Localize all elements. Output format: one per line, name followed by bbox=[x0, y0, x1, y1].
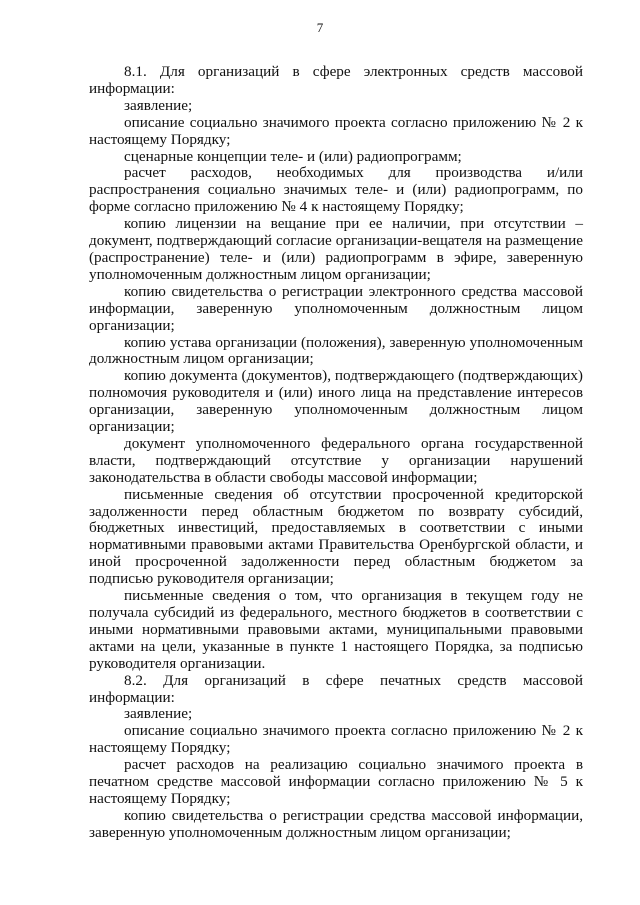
section-heading-8-2: 8.2. Для организаций в сфере печатных средств массовой информации: bbox=[89, 671, 583, 706]
list-item: заявление; bbox=[124, 705, 193, 723]
list-item: письменные сведения о том, что организация в текущем году не получала субсидий из федерального, местного бюджетов в соответствии с иными нормативными правовыми актами, муниципальными правовыми актами на цели, указанные в пункте 1 настоящего Порядка, за подписью руководителя организации. bbox=[89, 587, 583, 672]
list-item: заявление; bbox=[124, 96, 193, 114]
list-item: копию документа (документов), подтверждающего (подтверждающих) полномочия руководителя и (или) иного лица на представление интересов организации, заверенную уполномоченным должностным лицом организации; bbox=[89, 367, 583, 436]
list-item: копию свидетельства о регистрации электронного средства массовой информации, заверенную уполномоченным должностным лицом организации; bbox=[89, 282, 583, 334]
list-item: расчет расходов, необходимых для производства и/или распространения социально значимых теле- и (или) радиопрограмм, по форме согласно приложению № 4 к настоящему Порядку; bbox=[89, 164, 583, 216]
list-item: описание социально значимого проекта согласно приложению № 2 к настоящему Порядку; bbox=[89, 113, 583, 148]
list-item: сценарные концепции теле- и (или) радиопрограмм; bbox=[124, 147, 462, 165]
document-body bbox=[89, 64, 583, 842]
list-item: письменные сведения об отсутствии просроченной кредиторской задолженности перед областным бюджетом по возврату субсидий, бюджетных инвестиций, предоставляемых в соответствии с иными нормативными правовыми актами Правительства Оренбургской области, и иной просроченной задолженности перед областным бюджетом за подписью руководителя организации; bbox=[89, 485, 583, 588]
page-number: 7 bbox=[316, 20, 324, 35]
list-item: копию свидетельства о регистрации средства массовой информации, заверенную уполномоченным должностным лицом организации; bbox=[89, 806, 583, 841]
list-item: копию устава организации (положения), заверенную уполномоченным должностным лицом организации; bbox=[89, 333, 583, 368]
list-item: описание социально значимого проекта согласно приложению № 2 к настоящему Порядку; bbox=[89, 722, 583, 757]
section-heading-8-1: 8.1. Для организаций в сфере электронных средств массовой информации: bbox=[89, 63, 583, 97]
list-item: расчет расходов на реализацию социально значимого проекта в печатном средстве массовой информации согласно приложению № 5 к настоящему Порядку; bbox=[89, 756, 583, 807]
list-item: документ уполномоченного федерального органа государственной власти, подтверждающий отсутствие у организации нарушений законодательства в области свободы массовой информации; bbox=[89, 434, 583, 486]
list-item: копию лицензии на вещание при ее наличии, при отсутствии – документ, подтверждающий согласие организации-вещателя на размещение (распространение) теле- и (или) радиопрограмм в эфире, заверенную уполномоченным должностным лицом организации; bbox=[89, 215, 583, 283]
